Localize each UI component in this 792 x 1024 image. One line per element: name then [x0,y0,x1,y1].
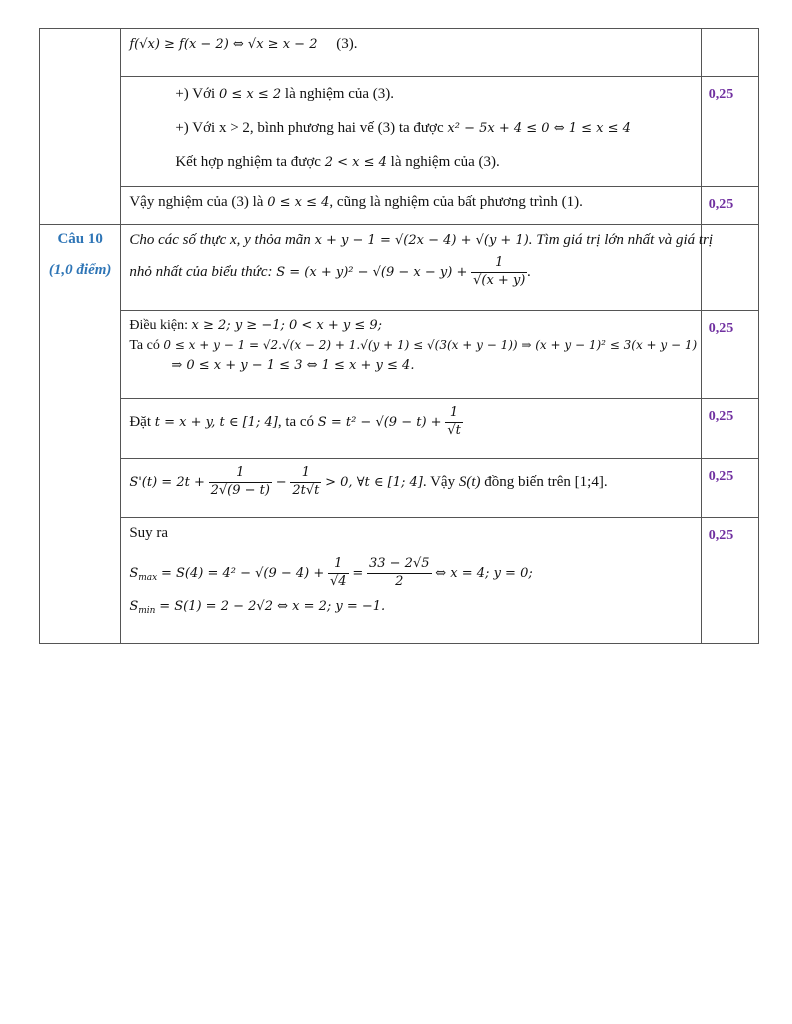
text: Kết hợp nghiệm ta được [175,154,321,170]
s-max-symbol: $S_{max}$ [129,565,158,583]
table-row [40,187,759,225]
subscript: min [138,605,156,616]
text: +) Với [175,86,216,102]
content-cell [121,459,701,518]
text: , ta có [277,413,315,430]
fraction-denominator: √(x + y) [473,272,526,288]
fraction-denominator: 2t√t [292,482,320,498]
text: là nghiệm của (3). [284,86,395,102]
formula: ⇔ x = 4; y = 0; [435,565,533,581]
content-cell [121,311,701,399]
text: +) Với x > 2, bình phương hai vế (3) ta được [175,120,444,136]
equation-ref: (3). [336,36,358,52]
text: Vậy nghiệm của (3) là [129,194,264,210]
score-cell [701,399,758,459]
text: Ta có [129,338,160,353]
content-cell [121,187,701,225]
formula: x ≥ 2; y ≥ −1; 0 < x + y ≤ 9; [191,318,383,333]
formula: x + y − 1 = √(2x − 4) + √(y + 1) [314,233,529,248]
formula: S = (x + y)² − √(9 − x − y) + [276,264,468,280]
fraction-denominator: 2 [367,573,432,591]
content-cell [121,77,701,187]
score-cell [701,311,758,399]
formula: 0 ≤ x ≤ 4 [267,195,330,210]
table-row [40,29,759,77]
table-row [40,311,759,399]
fraction [367,556,432,591]
score: 0,25 [708,87,734,102]
fraction-denominator: √t [447,422,461,438]
score-cell [701,77,758,187]
text: Suy ra [129,525,169,541]
formula: S = t² − √(9 − t) + [317,414,442,430]
score-cell [701,187,758,225]
content-cell [121,225,714,311]
score-cell [701,518,758,644]
question-points: (1,0 điểm) [48,262,112,278]
score-cell [701,29,758,77]
formula: t = x + y, t ∈ [1; 4] [154,414,278,430]
score-cell [701,459,758,518]
table-row [40,459,759,518]
fraction-numerator: 1 [301,465,311,480]
score: 0,25 [708,409,734,424]
answer-table [39,28,759,644]
score: 0,25 [708,528,734,543]
formula: > 0, ∀t ∈ [1; 4] [325,474,423,490]
text: Điều kiện: [129,318,189,333]
s-min-symbol: $S_{min}$ [129,598,156,616]
text: nhỏ nhất của biểu thức: [129,263,273,280]
fraction-numerator: 33 − 2√5 [368,556,430,571]
table-row [40,225,759,311]
formula: x² − 5x + 4 ≤ 0 ⇔ 1 ≤ x ≤ 4 [447,121,631,136]
text: , cũng là nghiệm của bất phương trình (1). [329,194,583,210]
score: 0,25 [708,321,734,336]
table-row [40,518,759,644]
formula: 2 < x ≤ 4 [324,155,387,170]
fraction [290,465,321,500]
table-row [40,399,759,459]
score: 0,25 [708,197,734,212]
fraction [328,556,349,591]
equals-sign: = [352,565,364,581]
formula: = S(4) = 4² − √(9 − 4) + [160,565,325,581]
fraction [471,255,527,290]
text: đồng biến trên [1;4]. [484,473,608,490]
minus-sign: − [275,474,287,490]
text: là nghiệm của (3). [390,154,500,170]
score: 0,25 [708,469,734,484]
text: . Vậy [422,473,456,490]
content-cell [121,399,701,459]
table-row [40,77,759,187]
text: . Tìm giá trị lớn nhất và giá trị [528,232,714,248]
text: . [527,263,532,280]
fraction-numerator: 1 [236,465,245,480]
fraction [445,405,463,440]
content-cell [121,518,701,644]
formula: 0 ≤ x + y − 1 = √2.√(x − 2) + 1.√(y + 1) ≤ √(3(x + y − 1)) ⇒ (x + y − 1)² ≤ 3(x + y − 1) [163,338,698,352]
question-cell [40,225,121,644]
fraction [209,465,272,500]
formula: 0 ≤ x ≤ 2 [218,87,282,102]
formula: f(√x) ≥ f(x − 2) ⇔ √x ≥ x − 2 [129,37,318,52]
formula: ⇒ 0 ≤ x + y − 1 ≤ 3 ⇔ 1 ≤ x + y ≤ 4. [171,358,415,373]
function-name: S(t) [458,473,481,490]
fraction-numerator: 1 [495,255,504,270]
fraction-numerator: 1 [449,405,459,420]
fraction-numerator: 1 [334,556,343,571]
question-number: Câu 10 [57,231,103,247]
content-cell [121,29,701,77]
text: Cho các số thực x, y thỏa mãn [129,232,311,248]
fraction-denominator: 2√(9 − t) [210,482,270,498]
formula: S'(t) = 2t + [129,474,205,490]
fraction-denominator: √4 [330,573,347,589]
text: Đặt [129,413,151,430]
question-cell [40,29,121,225]
subscript: max [138,572,158,583]
formula: = S(1) = 2 − 2√2 ⇔ x = 2; y = −1. [159,598,386,614]
